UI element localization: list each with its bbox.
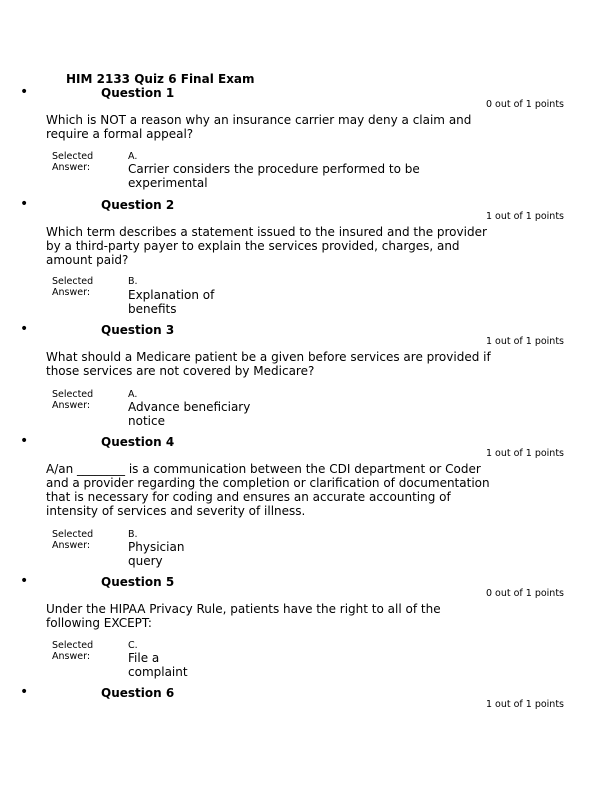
answer-letter: A.: [128, 151, 138, 162]
question-title: Question 3: [101, 323, 175, 337]
answer-letter: B.: [128, 529, 138, 540]
question-points: 0 out of 1 points: [485, 99, 564, 110]
answer-text: Physician query: [128, 540, 185, 568]
question-text: What should a Medicare patient be a given before services are provided if those services are not covered by Medicare?: [46, 350, 491, 378]
bullet-icon: •: [20, 196, 29, 212]
question-text: Under the HIPAA Privacy Rule, patients have the right to all of the following EXCEPT:: [46, 602, 441, 630]
bullet-icon: •: [20, 321, 29, 337]
quiz-title: HIM 2133 Quiz 6 Final Exam: [66, 72, 255, 86]
bullet-icon: •: [20, 84, 29, 100]
answer-text: Explanation of benefits: [128, 288, 215, 316]
question-title: Question 4: [101, 435, 175, 449]
question-points: 1 out of 1 points: [485, 336, 564, 347]
question-title: Question 5: [101, 575, 175, 589]
selected-answer-label: Selected Answer:: [52, 529, 94, 551]
question-points: 1 out of 1 points: [485, 699, 564, 710]
answer-text: File a complaint: [128, 651, 188, 679]
question-text: A/an ________ is a communication between the CDI department or Coder and a provider regarding the completion or clarification of documentation that is necessary for coding and ensures an accurate accounting of intensity of services and severity of illness.: [46, 462, 490, 518]
question-points: 1 out of 1 points: [485, 211, 564, 222]
question-title: Question 1: [101, 86, 175, 100]
question-points: 0 out of 1 points: [485, 588, 564, 599]
bullet-icon: •: [20, 573, 29, 589]
question-text: Which is NOT a reason why an insurance carrier may deny a claim and require a formal appeal?: [46, 113, 472, 141]
answer-letter: A.: [128, 389, 138, 400]
answer-letter: B.: [128, 276, 138, 287]
bullet-icon: •: [20, 684, 29, 700]
question-points: 1 out of 1 points: [485, 448, 564, 459]
question-text: Which term describes a statement issued to the insured and the provider by a third-party payer to explain the services provided, charges, and amount paid?: [46, 225, 487, 267]
answer-text: Carrier considers the procedure performed to be experimental: [128, 162, 420, 190]
selected-answer-label: Selected Answer:: [52, 640, 94, 662]
answer-letter: C.: [128, 640, 138, 651]
selected-answer-label: Selected Answer:: [52, 151, 94, 173]
selected-answer-label: Selected Answer:: [52, 276, 94, 298]
question-title: Question 2: [101, 198, 175, 212]
answer-text: Advance beneficiary notice: [128, 400, 251, 428]
question-title: Question 6: [101, 686, 175, 700]
selected-answer-label: Selected Answer:: [52, 389, 94, 411]
bullet-icon: •: [20, 433, 29, 449]
